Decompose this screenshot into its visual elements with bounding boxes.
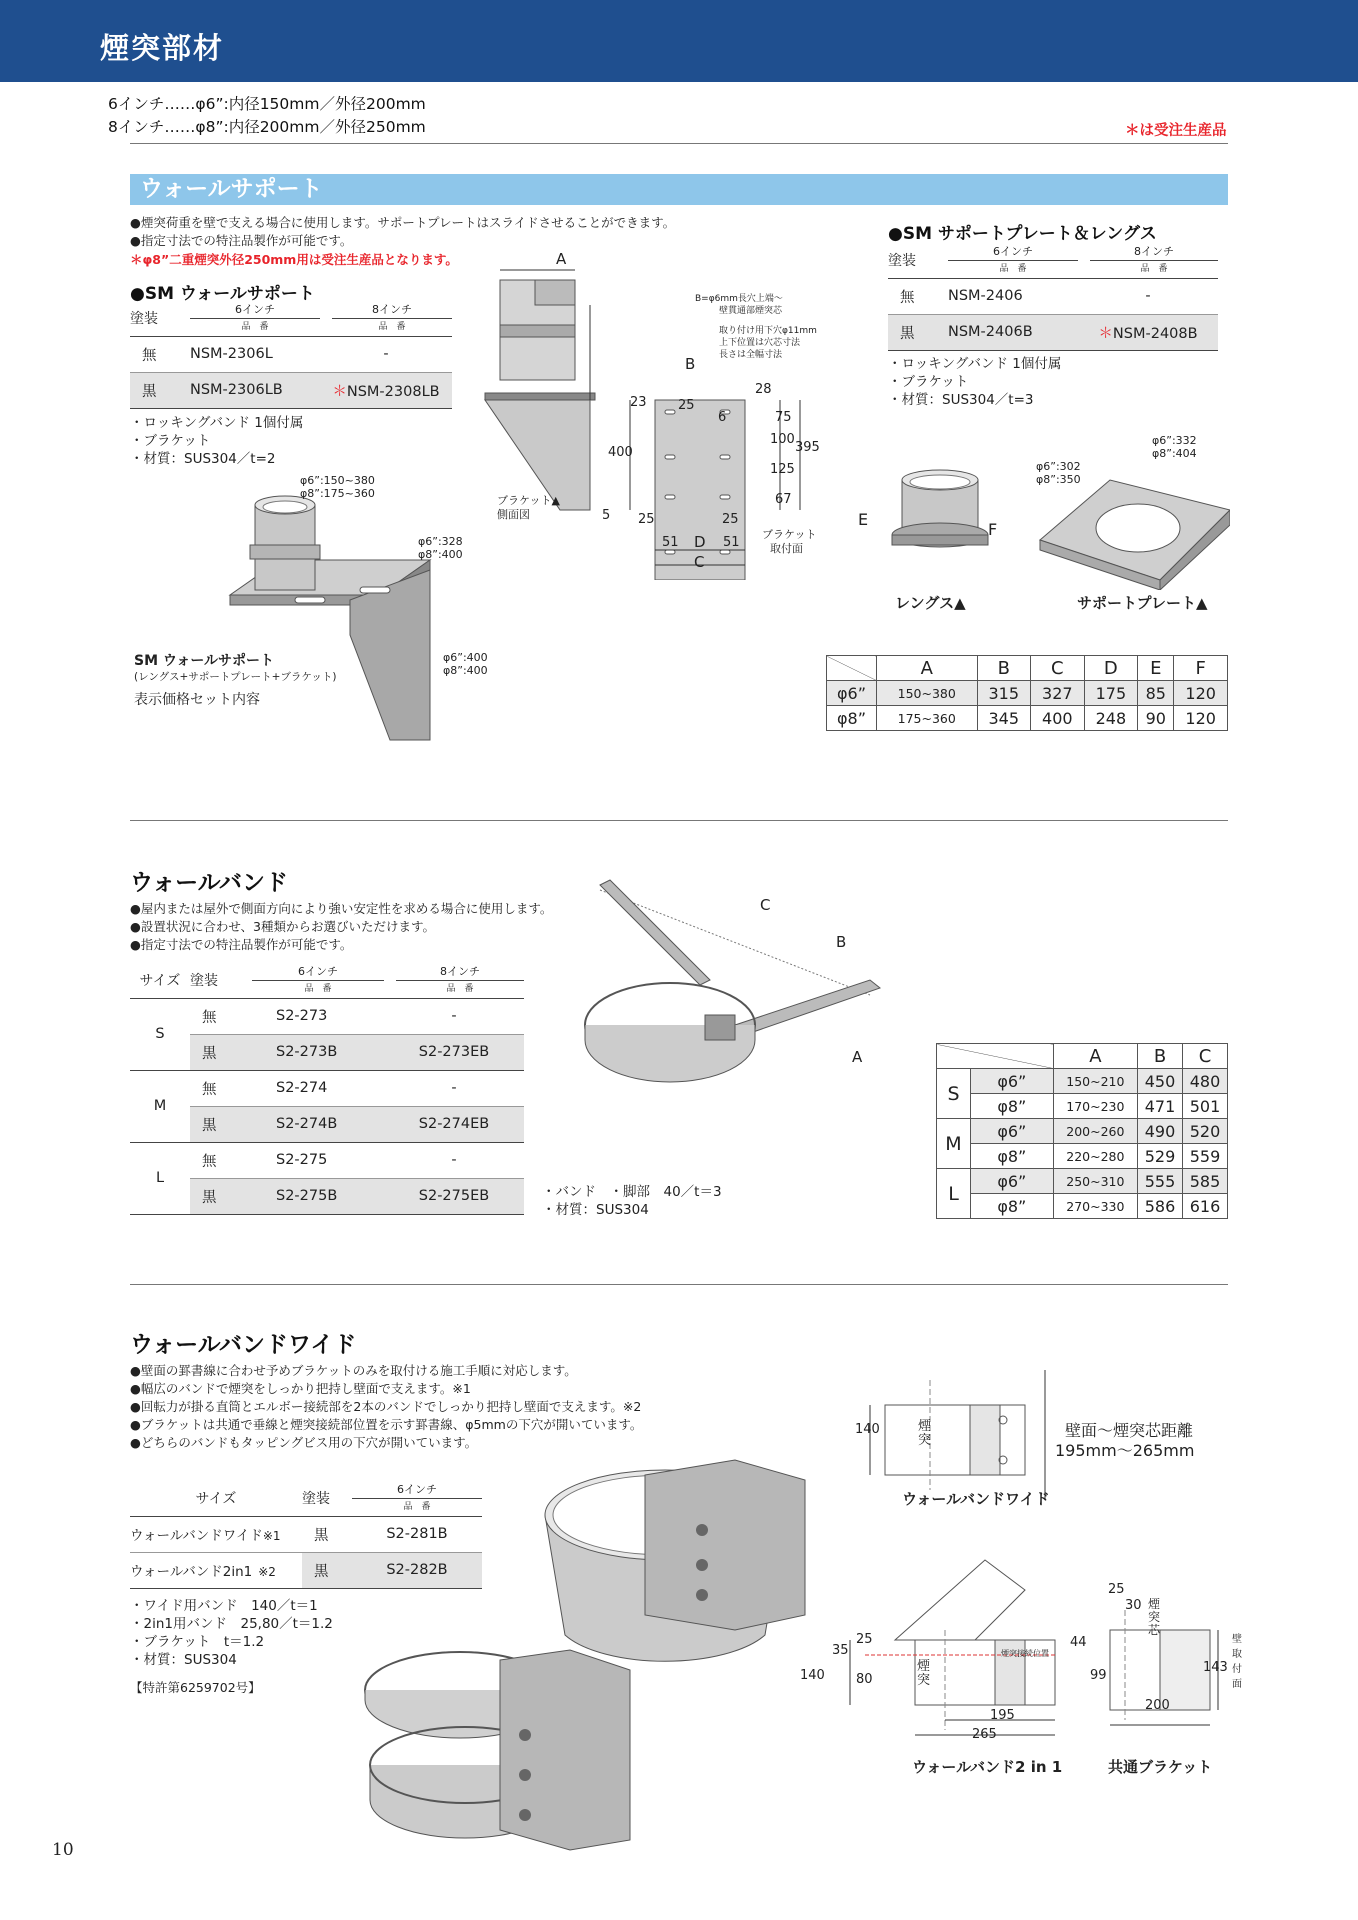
dim-400: 400 — [608, 445, 633, 460]
col-size: サイズ — [195, 1490, 237, 1507]
wall-support-spec-2: ・ブラケット — [130, 433, 211, 449]
wide-band-spec-1: ・ワイド用バンド 140／t＝1 — [130, 1598, 318, 1614]
size-M: M — [130, 1070, 190, 1142]
th-B: B — [1138, 1044, 1183, 1069]
wide-band-spec-2: ・2in1用バンド 25,80／t＝1.2 — [130, 1616, 333, 1632]
cell: S2-282B — [352, 1552, 482, 1588]
cell: 黒 — [130, 372, 190, 408]
sm-wall-support-title: ●SM ウォールサポート — [130, 284, 315, 304]
wide-band-note-4: ●ブラケットは共通で垂線と煙突接続部位置を示す罫書線、φ5mmの下穴が開いています。 — [130, 1417, 643, 1432]
dim-25-left: 25 — [638, 512, 655, 527]
wall-support-spec-1: ・ロッキングバンド 1個付属 — [130, 415, 304, 431]
bracket-mount-label: ブラケット — [762, 528, 817, 541]
dim-265: 265 — [972, 1727, 997, 1742]
wall-band-table — [130, 964, 524, 1215]
drawing-note — [695, 293, 817, 361]
cell: 327 — [1031, 681, 1085, 706]
dim-395: 395 — [795, 440, 820, 455]
dim-low-6: φ6”:400 — [443, 651, 488, 664]
cell: 200~260 — [1053, 1119, 1137, 1144]
dim-23: 23 — [630, 395, 647, 410]
cell: S2-273 — [252, 998, 384, 1034]
col-8inch: 8インチ — [1134, 245, 1174, 259]
cell: 120 — [1174, 706, 1228, 731]
th-F: F — [1174, 656, 1228, 681]
plate-dim-a8: φ8”:404 — [1152, 447, 1197, 460]
cell: NSM-2306L — [190, 336, 320, 372]
col-sub-8: 品 番 — [332, 318, 452, 333]
dim-44: 44 — [1070, 1635, 1087, 1650]
dim-6: 6 — [718, 410, 727, 425]
cell: 616 — [1183, 1194, 1228, 1219]
col-sub-8: 品 番 — [396, 980, 524, 995]
cell: S2-275B — [252, 1178, 384, 1214]
cell: 345 — [977, 706, 1031, 731]
col-paint: 塗装 — [130, 310, 158, 327]
col-size: サイズ — [139, 972, 181, 989]
dim-67: 67 — [775, 492, 792, 507]
page-number: 10 — [52, 1840, 74, 1860]
col-sub-6: 品 番 — [948, 260, 1078, 275]
wide-band-spec-3: ・ブラケット t＝1.2 — [130, 1634, 265, 1650]
cell: - — [384, 1070, 524, 1106]
length-caption: レングス▲ — [895, 594, 966, 612]
cell: 無 — [190, 1142, 252, 1178]
cell: 170~230 — [1053, 1094, 1137, 1119]
cell: φ8” — [971, 1144, 1054, 1169]
cell: 559 — [1183, 1144, 1228, 1169]
set-caption: 表示価格セット内容 — [134, 692, 260, 708]
wide-band-note-5: ●どちらのバンドもタッピングビス用の下穴が開いています。 — [130, 1435, 478, 1450]
dim-125: 125 — [770, 462, 795, 477]
cell: 無 — [190, 1070, 252, 1106]
dim-top-6: φ6”:150~380 — [300, 474, 375, 487]
dim-51-left: 51 — [662, 535, 679, 550]
cell: 175 — [1084, 681, 1138, 706]
size-M: M — [937, 1119, 971, 1169]
col-6inch: 6インチ — [397, 1483, 437, 1497]
col-6inch: 6インチ — [993, 245, 1033, 259]
corner-cell — [937, 1044, 1054, 1069]
dim-25-center: 25 — [678, 398, 695, 413]
cell: 585 — [1183, 1169, 1228, 1194]
bracket-side-label-2: 側面図 — [497, 508, 530, 521]
dim-B: B — [685, 355, 696, 373]
size-S: S — [130, 998, 190, 1070]
drawing-note-5: 長さは全幅寸法 — [719, 350, 783, 360]
two-in-one-caption: ウォールバンド2 in 1 — [912, 1758, 1063, 1776]
drawing-note-2: 壁貫通部煙突芯 — [719, 306, 783, 316]
cell: 529 — [1138, 1144, 1183, 1169]
spec-line-6inch: 6インチ……φ6”:内径150mm／外径200mm — [108, 95, 426, 113]
col-paint: 塗装 — [190, 972, 218, 989]
cell: 270~330 — [1053, 1194, 1137, 1219]
wall-band-title: ウォールバンド — [130, 870, 289, 896]
col-sub-6: 品 番 — [252, 980, 384, 995]
band-dim-C: C — [760, 896, 771, 914]
cell: φ8” — [971, 1194, 1054, 1219]
two-in-one-illustration — [360, 1640, 640, 1860]
cell: 150~380 — [877, 681, 978, 706]
cell: 220~280 — [1053, 1144, 1137, 1169]
dim-5: 5 — [602, 508, 611, 523]
size-L: L — [937, 1169, 971, 1219]
cell: - — [320, 336, 452, 372]
dim-100: 100 — [770, 432, 795, 447]
wall-band-illustration — [570, 870, 940, 1100]
plate-dim-b6: φ6”:302 — [1036, 460, 1081, 473]
th-C: C — [1183, 1044, 1228, 1069]
dim-mid-8: φ8”:400 — [418, 548, 463, 561]
cell: - — [384, 998, 524, 1034]
wide-band-table — [130, 1482, 482, 1589]
wall-band-spec-2: ・材質：SUS304 — [542, 1202, 649, 1218]
cell: 黒 — [190, 1106, 252, 1142]
support-plate-table — [888, 244, 1218, 351]
plate-spec-2: ・ブラケット — [888, 374, 969, 390]
dim-51-right: 51 — [723, 535, 740, 550]
th-E: E — [1138, 656, 1174, 681]
dim-25-2in1: 25 — [856, 1632, 873, 1647]
wall-band-note-3: ●指定寸法での特注品製作が可能です。 — [130, 937, 353, 952]
chimney-label-2in1: 煙突 — [917, 1659, 931, 1688]
plate-spec-3: ・材質：SUS304／t=3 — [888, 392, 1034, 408]
wall-band-note-2: ●設置状況に合わせ、3種類からお選びいただけます。 — [130, 919, 435, 934]
corner-cell — [827, 656, 877, 681]
order-note: ＊は受注生産品 — [1125, 123, 1227, 139]
wide-band-note-1: ●壁面の罫書線に合わせ予めブラケットのみを取付ける施工手順に対応します。 — [130, 1363, 577, 1378]
chimney-core-label: 煙突芯 — [1148, 1597, 1161, 1637]
cell: 黒 — [190, 1178, 252, 1214]
dim-143: 143 — [1203, 1660, 1228, 1675]
band-dim-B: B — [836, 933, 847, 951]
cell: S2-274EB — [384, 1106, 524, 1142]
drawing-note-4: 上下位置は穴芯寸法 — [719, 338, 801, 348]
col-paint: 塗装 — [888, 252, 916, 269]
cell: 無 — [190, 998, 252, 1034]
support-plate-title: ●SM サポートプレート＆レングス — [888, 224, 1157, 244]
plate-spec-1: ・ロッキングバンド 1個付属 — [888, 356, 1062, 372]
cell: - — [1078, 278, 1218, 314]
two-in-one-drawing — [815, 1530, 1065, 1760]
dim-mid-6: φ6”:328 — [418, 535, 463, 548]
cell: ＊NSM-2408B — [1078, 314, 1218, 350]
size-wide: ウォールバンドワイド — [130, 1528, 263, 1544]
dim-C: C — [694, 553, 705, 571]
set-title: SM ウォールサポート — [134, 653, 275, 669]
section-band-wall-support: ウォールサポート — [130, 174, 1228, 205]
cell: φ6” — [971, 1069, 1054, 1094]
cell: S2-274 — [252, 1070, 384, 1106]
cell: φ8” — [827, 706, 877, 731]
th-A: A — [877, 656, 978, 681]
distance-value: 195mm～265mm — [1055, 1441, 1195, 1460]
cell: 555 — [1138, 1169, 1183, 1194]
wall-support-dim-table — [826, 655, 1228, 731]
mark-2: ※2 — [258, 1565, 276, 1579]
cell: 450 — [1138, 1069, 1183, 1094]
bracket-side-label: ブラケット▲ — [497, 494, 560, 507]
plate-caption: サポートプレート▲ — [1077, 594, 1208, 612]
cell: 520 — [1183, 1119, 1228, 1144]
cell: 490 — [1138, 1119, 1183, 1144]
size-S: S — [937, 1069, 971, 1119]
cell: 黒 — [302, 1516, 352, 1552]
dim-28: 28 — [755, 382, 772, 397]
col-sub-8: 品 番 — [1090, 260, 1218, 275]
cell: 90 — [1138, 706, 1174, 731]
divider — [130, 143, 1228, 144]
wall-band-spec-1: ・バンド ・脚部 40／t＝3 — [542, 1184, 722, 1200]
mark-1: ※1 — [262, 1529, 281, 1543]
cell: 150~210 — [1053, 1069, 1137, 1094]
col-sub-6: 品 番 — [352, 1498, 482, 1513]
dim-25-right: 25 — [722, 512, 739, 527]
divider — [130, 820, 1228, 821]
dim-D: D — [694, 533, 706, 551]
bracket-caption: 共通ブラケット — [1108, 1758, 1213, 1776]
spec-line-8inch: 8インチ……φ8”:内径200mm／外径250mm — [108, 118, 426, 136]
cell: S2-274B — [252, 1106, 384, 1142]
wall-support-note-2: ●指定寸法での特注品製作が可能です。 — [130, 233, 353, 248]
wall-band-note-1: ●屋内または屋外で側面方向により強い安定性を求める場合に使用します。 — [130, 901, 553, 916]
sm-wall-support-table — [130, 302, 452, 409]
cell: 120 — [1174, 681, 1228, 706]
band-dim-A: A — [852, 1048, 863, 1066]
dim-30: 30 — [1125, 1598, 1142, 1613]
joint-label: 煙突接続位置 — [1001, 1649, 1049, 1658]
cell: φ6” — [971, 1119, 1054, 1144]
cell: S2-275 — [252, 1142, 384, 1178]
page-title: 煙突部材 — [100, 31, 225, 65]
cell: 黒 — [302, 1552, 352, 1588]
dim-35: 35 — [832, 1643, 849, 1658]
cell: NSM-2406 — [948, 278, 1078, 314]
cell: S2-281B — [352, 1516, 482, 1552]
size-L: L — [130, 1142, 190, 1214]
distance-title: 壁面～煙突芯距離 — [1065, 1421, 1194, 1440]
th-C: C — [1031, 656, 1085, 681]
th-A: A — [1053, 1044, 1137, 1069]
dim-25-bracket: 25 — [1108, 1582, 1125, 1597]
cell: 471 — [1138, 1094, 1183, 1119]
cell: 315 — [977, 681, 1031, 706]
wall-support-note-1: ●煙突荷重を壁で支える場合に使用します。サポートプレートはスライドさせることができます。 — [130, 215, 676, 230]
th-D: D — [1084, 656, 1138, 681]
cell: 黒 — [190, 1034, 252, 1070]
dim-140-2in1: 140 — [800, 1668, 825, 1683]
col-8inch: 8インチ — [372, 303, 412, 317]
cell: NSM-2406B — [948, 314, 1078, 350]
cell: φ8” — [971, 1094, 1054, 1119]
cell: 248 — [1084, 706, 1138, 731]
dim-80: 80 — [856, 1672, 873, 1687]
cell: 85 — [1138, 681, 1174, 706]
col-6inch: 6インチ — [235, 303, 275, 317]
col-8inch: 8インチ — [440, 965, 480, 979]
dim-top-8: φ8”:175~360 — [300, 487, 375, 500]
wall-support-red-note: ＊φ8”二重煙突外径250mm用は受注生産品となります。 — [130, 252, 458, 267]
dim-F: F — [988, 520, 998, 539]
cell: S2-273EB — [384, 1034, 524, 1070]
cell: ＊NSM-2308LB — [320, 372, 452, 408]
dim-low-8: φ8”:400 — [443, 664, 488, 677]
wide-band-note-3: ●回転力が掛る直筒とエルボー接続部を2本のバンドでしっかり把持し壁面で支えます。※2 — [130, 1399, 642, 1414]
dim-140-wide: 140 — [855, 1422, 880, 1437]
col-paint: 塗装 — [302, 1490, 330, 1507]
set-subtitle: (レングス+サポートプレート+ブラケット) — [134, 671, 337, 683]
col-6inch: 6インチ — [298, 965, 338, 979]
wide-caption: ウォールバンドワイド — [902, 1490, 1050, 1508]
cell: 480 — [1183, 1069, 1228, 1094]
wide-band-title: ウォールバンドワイド — [130, 1332, 357, 1358]
plate-dim-b8: φ8”:350 — [1036, 473, 1081, 486]
drawing-note-1: B=φ6mm長穴上端～ — [695, 294, 783, 304]
th-B: B — [977, 656, 1031, 681]
cell: 黒 — [888, 314, 948, 350]
cell: 586 — [1138, 1194, 1183, 1219]
wide-band-note-2: ●幅広のバンドで煙突をしっかり把持し壁面で支えます。※1 — [130, 1381, 471, 1396]
cell: 501 — [1183, 1094, 1228, 1119]
dim-200: 200 — [1145, 1698, 1170, 1713]
bracket-mount-label-2: 取付面 — [770, 542, 803, 555]
dim-75: 75 — [775, 410, 792, 425]
plate-dim-a6: φ6”:332 — [1152, 434, 1197, 447]
cell: 無 — [888, 278, 948, 314]
drawing-note-3: 取り付け用下穴φ11mm — [719, 326, 817, 336]
cell: φ6” — [971, 1169, 1054, 1194]
cell: 無 — [130, 336, 190, 372]
dim-A: A — [556, 250, 567, 268]
dim-195: 195 — [990, 1708, 1015, 1723]
wide-band-spec-4: ・材質：SUS304 — [130, 1652, 237, 1668]
support-plate-illustration — [1030, 470, 1230, 590]
cell: 400 — [1031, 706, 1085, 731]
chimney-label-wide: 煙突 — [918, 1419, 932, 1448]
size-2in1: ウォールバンド2in1 — [130, 1564, 253, 1580]
wall-support-spec-3: ・材質：SUS304／t=2 — [130, 451, 276, 467]
wall-mount-label: 壁取付面 — [1232, 1634, 1242, 1690]
cell: NSM-2306LB — [190, 372, 320, 408]
cell: 175~360 — [877, 706, 978, 731]
wall-band-dim-table — [936, 1043, 1228, 1219]
col-sub-6: 品 番 — [190, 318, 320, 333]
patent-number: 【特許第6259702号】 — [130, 1680, 261, 1695]
cell: - — [384, 1142, 524, 1178]
cell: S2-273B — [252, 1034, 384, 1070]
cell: S2-275EB — [384, 1178, 524, 1214]
divider — [130, 1284, 1228, 1285]
dim-E: E — [858, 510, 869, 529]
cell: 250~310 — [1053, 1169, 1137, 1194]
dim-99: 99 — [1090, 1668, 1107, 1683]
cell: φ6” — [827, 681, 877, 706]
